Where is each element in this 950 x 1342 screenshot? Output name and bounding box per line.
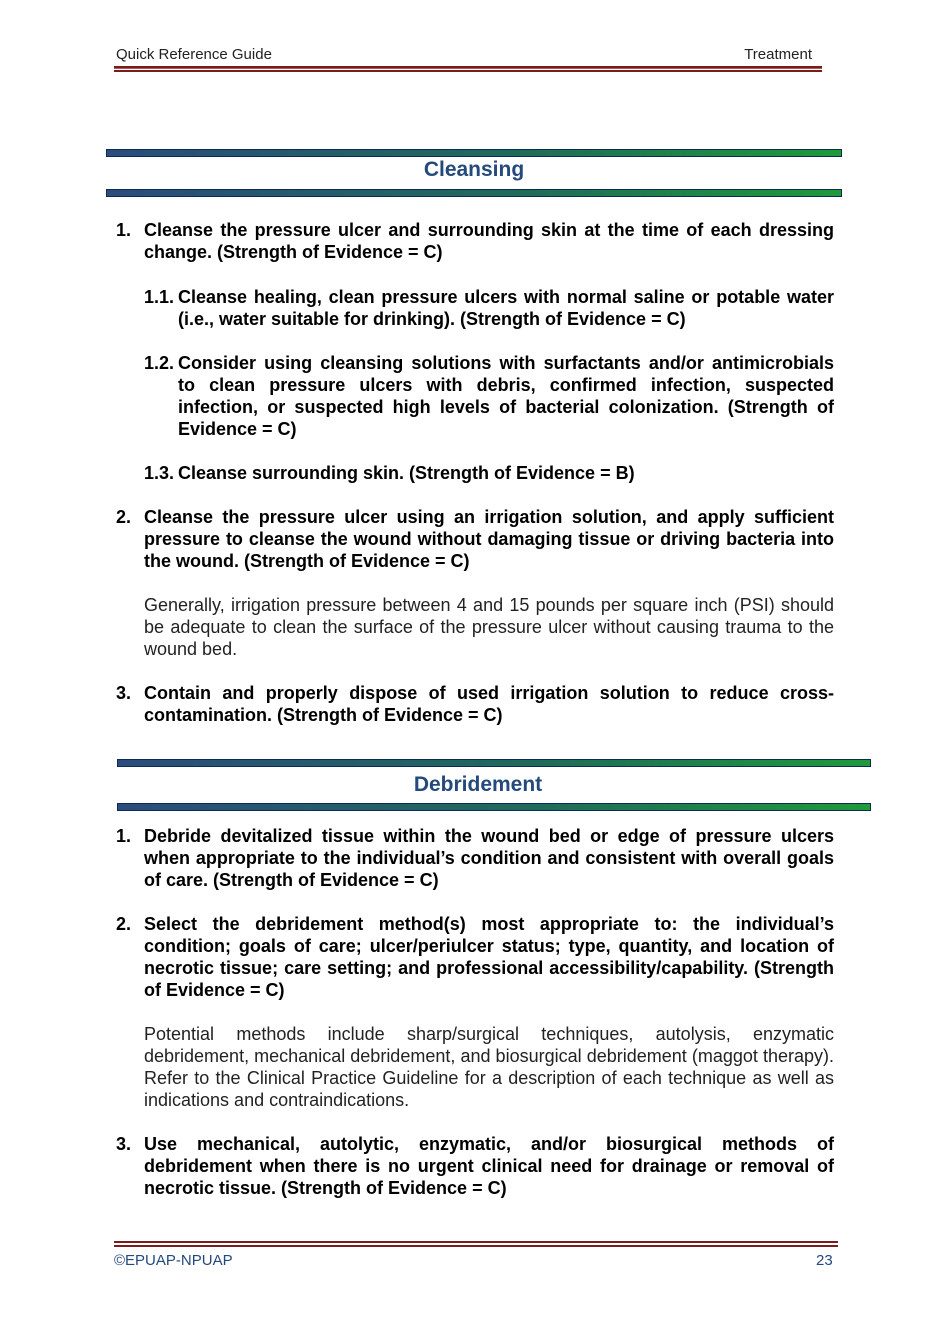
item-number: 2. (116, 914, 132, 934)
header-right: Treatment (744, 46, 812, 63)
list-item: Consider using cleansing solutions with surfactants and/or antimicrobials to clean pressure ulcers with debris, confirmed infection, suspected infection, or suspected high levels of bacterial colonization. (Strength of Evidence = C) (178, 353, 834, 439)
footer-copyright: ©EPUAP-NPUAP (114, 1252, 233, 1269)
list-item: Cleanse the pressure ulcer using an irrigation solution, and apply sufficient pressure to cleanse the wound without damaging tissue or driving bacteria into the wound. (Strength of Evidence = C) (144, 507, 834, 571)
item-number: 3. (116, 683, 132, 703)
item-number: 2. (116, 507, 132, 527)
section-title-cleansing: Cleansing (423, 158, 525, 181)
list-item: Cleanse surrounding skin. (Strength of Evidence = B) (178, 463, 635, 483)
item-number: 1. (116, 220, 132, 240)
item-number: 1.2. (144, 353, 175, 373)
section-band-top (117, 759, 871, 767)
list-item: Select the debridement method(s) most appropriate to: the individual’s condition; goals of care; ulcer/periulcer status; type, quantity, and location of necrotic tissue; care setting; and professional accessibility/capability. (Strength of Evidence = C) (144, 914, 834, 1000)
section-band-top (106, 149, 842, 157)
page-number: 23 (816, 1252, 833, 1269)
header-rule (114, 66, 822, 72)
list-item: Debride devitalized tissue within the wound bed or edge of pressure ulcers when appropriate to the individual’s condition and consistent with overall goals of care. (Strength of Evidence = C) (144, 826, 834, 890)
item-number: 1.1. (144, 287, 175, 307)
item-number: 1.3. (144, 463, 175, 483)
header-left: Quick Reference Guide (116, 46, 272, 63)
footer-rule (114, 1241, 838, 1247)
section-band-bottom (106, 189, 842, 197)
item-number: 1. (116, 826, 132, 846)
list-item: Contain and properly dispose of used irrigation solution to reduce cross-contamination. (Strength of Evidence = C) (144, 683, 834, 725)
item-number: 3. (116, 1134, 132, 1154)
list-item: Use mechanical, autolytic, enzymatic, and/or biosurgical methods of debridement when there is no urgent clinical need for drainage or removal of necrotic tissue. (Strength of Evidence = C) (144, 1134, 834, 1198)
section-title-debridement: Debridement (413, 773, 543, 796)
list-item: Cleanse the pressure ulcer and surrounding skin at the time of each dressing change. (Strength of Evidence = C) (144, 220, 834, 262)
list-item: Cleanse healing, clean pressure ulcers with normal saline or potable water (i.e., water suitable for drinking). (Strength of Evidence = C) (178, 287, 834, 329)
note-paragraph: Generally, irrigation pressure between 4 and 15 pounds per square inch (PSI) should be adequate to clean the surface of the pressure ulcer without causing trauma to the wound bed. (144, 595, 834, 659)
note-paragraph: Potential methods include sharp/surgical techniques, autolysis, enzymatic debridement, mechanical debridement, and biosurgical debridement (maggot therapy). Refer to the Clinical Practice Guideline for a description of each technique as well as indications and contraindications. (144, 1024, 834, 1110)
section-band-bottom (117, 803, 871, 811)
